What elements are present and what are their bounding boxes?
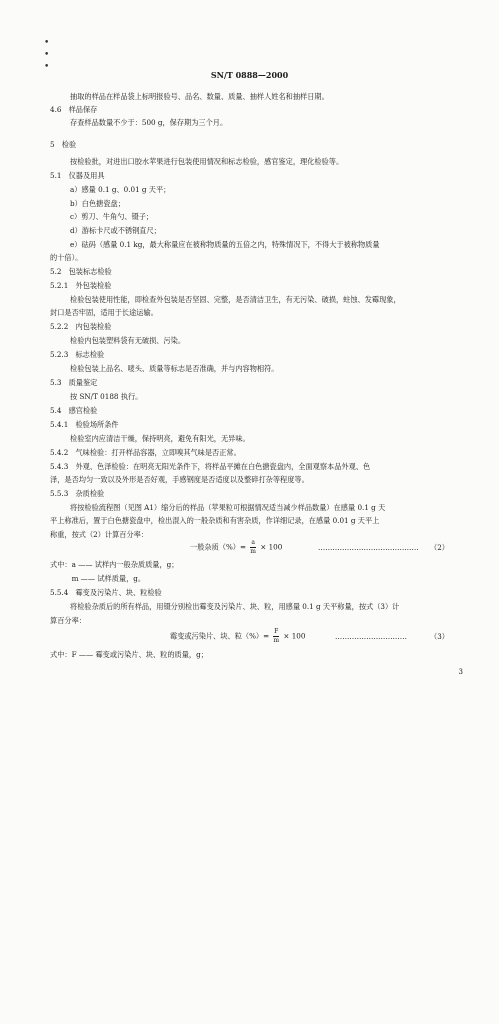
fraction [250,540,256,555]
formula-lhs: 霉变或污染片、块、粒（%）= [170,631,270,641]
margin-mark: • [44,62,50,72]
formula-3 [170,629,305,644]
section-heading: 5.2.3 标志检验 [50,350,105,359]
standard-header: SN/T 0888—2000 [210,70,289,80]
leader-dots: ………………………… [335,632,407,641]
numerator: F [274,628,279,635]
equation-number: （2） [430,543,449,552]
list-item: a）感量 0.1 g、0.01 g 天平； [70,185,171,194]
list-item: d）游标卡尺或不锈钢直尺； [70,226,161,235]
text-line: 封口是否牢固，适用于长途运输。 [50,308,158,317]
section-heading: 5.2.2 内包装检验 [50,322,112,331]
section-heading: 4.6 样品保存 [50,105,98,114]
fraction [273,629,279,644]
section-heading: 5.2.1 外包装检验 [50,281,112,290]
text-line: 平上称准后，置于白色搪瓷盘中，检出混入的一般杂质和有害杂质，作详细记录，在感量 0.01 g 天平上 [50,516,380,525]
page-number: 3 [458,668,463,676]
text-line: 抽取的样品在样品袋上标明报验号、品名、数量、质量、抽样人姓名和抽样日期。 [70,92,329,101]
section-heading: 5.4.1 检验场所条件 [50,420,119,429]
text-line: 将检验杂质后的所有样品，用镊分别检出霉变及污染片、块、粒，用感量 0.1 g 天平称量，按式（3）计 [70,602,400,611]
numerator: a [251,539,255,546]
text-line: 式中：F —— 霉变或污染片、块、粒的质量，g； [50,650,208,659]
text-line: 5.4.3 外观、色泽检验：在明亮无阳光条件下，将样品平摊在白色搪瓷盘内，全面观察本品外观、色 [50,462,371,471]
text-line: 按检验批，对进出口胶水苹果进行包装使用情况和标志检验，感官鉴定，理化检验等。 [70,157,344,166]
text-line: 检验包装上品名、唛头、质量等标志是否准确，并与内容物相符。 [70,364,279,373]
formula-lhs: 一般杂质（%）= [190,542,246,552]
section-heading: 5.2 包装标志检验 [50,267,112,276]
text-line: 5.4.2 气味检验：打开样品容器，立即嗅其气味是否正常。 [50,448,241,457]
section-heading: 5.1 仪器及用具 [50,171,105,180]
margin-mark: • [44,50,50,60]
denominator: m [250,548,256,555]
equation-number: （3） [430,632,449,641]
text-line: 称重，按式（2）计算百分率： [50,530,149,539]
formula-tail: × 100 [283,631,306,641]
list-item: c）剪刀、牛角勺、镊子； [70,212,154,221]
text-line: 泽，是否均匀一致以及外形是否好观，手感钢度是否适度以及整碎打杂等程度等。 [50,475,309,484]
formula-tail: × 100 [260,542,283,552]
text-line: 算百分率： [50,616,86,625]
text-line: 将按检验流程图（见图 A1）缩分后的样品（苹果粒可根据情况适当减少样品数量）在感量 0.1 g 天 [70,503,386,512]
leader-dots: …………………………………… [318,543,419,552]
section-heading: 5.5.4 霉变及污染片、块、粒检验 [50,588,162,597]
text-line: 按 SN/T 0188 执行。 [70,392,143,401]
text-line: m —— 试样质量，g。 [50,574,146,583]
text-line: 检验室内应清洁干燥，保持明亮，避免有阳光，无异味。 [70,434,250,443]
section-heading: 5 检验 [50,140,77,149]
formula-2 [190,540,282,555]
text-line: 检验内包装塑料袋有无破损、污染。 [70,336,186,345]
text-line: 式中：a —— 试样内一般杂质质量，g； [50,560,179,569]
section-heading: 5.3 质量鉴定 [50,378,98,387]
list-item: b）白色搪瓷盘； [70,199,125,208]
text-line: 存查样品数量不少于：500 g，保存期为三个月。 [70,118,228,127]
text-line: 的十倍）。 [50,253,83,262]
section-heading: 5.5.3 杂质检验 [50,489,105,498]
denominator: m [273,637,280,644]
list-item: e）砝码（感量 0.1 kg，最大称量应在被称物质量的五倍之内，特殊情况下，不得大于被称物质量 [70,240,380,249]
margin-mark: • [44,38,50,48]
text-line: 检验包装使用性能，即检查外包装是否坚固、完整，是否清洁卫生，有无污染、破损，蛀蚀、发霉现象， [70,295,401,304]
section-heading: 5.4 感官检验 [50,406,98,415]
